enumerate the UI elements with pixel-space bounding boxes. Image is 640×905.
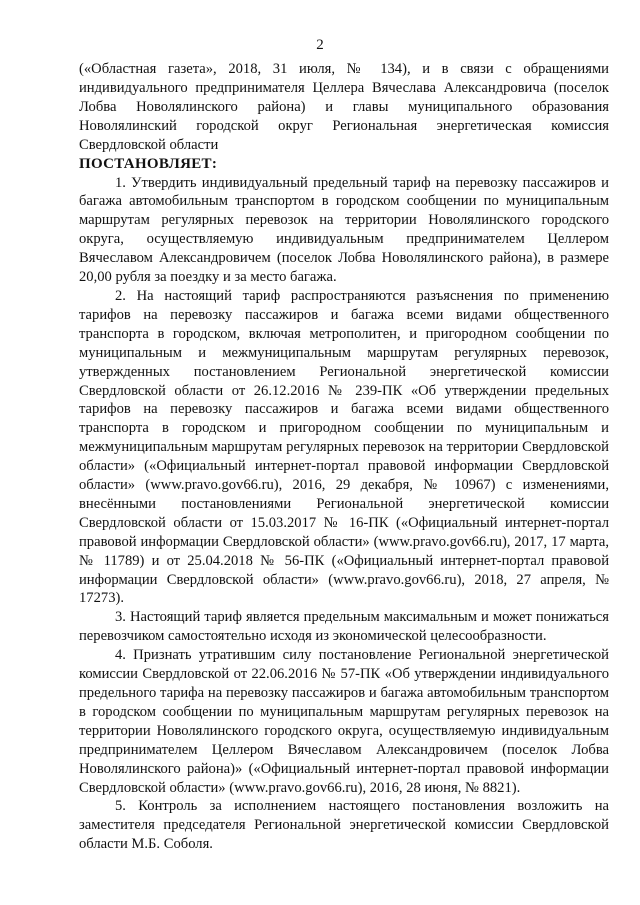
item-4-paragraph: 4. Признать утратившим силу постановление Региональной энергетической комиссии Свердловской от 22.06.2016 № 57-ПК «Об утверждении индивидуального предельного тарифа на перевозку пассажиров и багажа автомобильным транспортом в городском сообщении по муниципальным маршрутам регулярных перевозок на территории Новолялинского городского округа, осуществляемую индивидуальным предпринимателем Целлером Вячеславом Александровичем (поселок Лобва Новолялинского района)» («Официальный интернет-портал правовой информации Свердловской области» (www.pravo.gov66.ru), 2016, 28 июня, № 8821). — [79, 647, 609, 796]
preamble-paragraph: («Областная газета», 2018, 31 июля, № 134), и в связи с обращениями индивидуального предпринимателя Целлера Вячеслава Александровича (поселок Лобва Новолялинского района) и главы муниципального образования Новолялинский городской округ Региональная энергетическая комиссия Свердловской области — [79, 61, 609, 153]
document-body — [79, 60, 609, 854]
decree-heading: ПОСТАНОВЛЯЕТ: — [79, 155, 218, 172]
item-1-paragraph: 1. Утвердить индивидуальный предельный тариф на перевозку пассажиров и багажа автомобильным транспортом в городском сообщении по муниципальным маршрутам регулярных перевозок на территории Новолялинского городского округа, осуществляемую индивидуальным предпринимателем Целлером Вячеславом Александровичем (поселок Лобва Новолялинского района), в размере 20,00 рубля за поездку и за место багажа. — [79, 174, 609, 286]
item-3-paragraph: 3. Настоящий тариф является предельным максимальным и может понижаться перевозчиком самостоятельно исходя из экономической целесообразности. — [79, 609, 609, 645]
item-5-paragraph: 5. Контроль за исполнением настоящего постановления возложить на заместителя председателя Региональной энергетической комиссии Свердловской области М.Б. Соболя. — [79, 798, 609, 853]
item-2-paragraph: 2. На настоящий тариф распространяются разъяснения по применению тарифов на перевозку пассажиров и багажа всеми видами общественного транспорта в городском, включая метрополитен, и пригородном сообщении по муниципальным и межмуниципальным маршрутам регулярных перевозок, утвержденных постановлением Региональной энергетической комиссии Свердловской области от 26.12.2016 № 239-ПК «Об утверждении предельных тарифов на перевозку пассажиров и багажа всеми видами общественного транспорта в городском и пригородном сообщении по муниципальным и межмуниципальным маршрутам регулярных перевозок на территории Свердловской области» («Официальный интернет-портал правовой информации Свердловской области» (www.pravo.gov66.ru), 2016, 29 декабря, № 10967) с изменениями, внесёнными постановлениями Региональной энергетической комиссии Свердловской области от 15.03.2017 № 16-ПК («Официальный интернет-портал правовой информации Свердловской области» (www.pravo.gov66.ru), 2017, 17 марта, № 11789) и от 25.04.2018 № 56-ПК («Официальный интернет-портал правовой информации Свердловской области» (www.pravo.gov66.ru), 2018, 27 апреля, № 17273). — [79, 287, 609, 607]
page-number: 2 — [316, 37, 324, 53]
